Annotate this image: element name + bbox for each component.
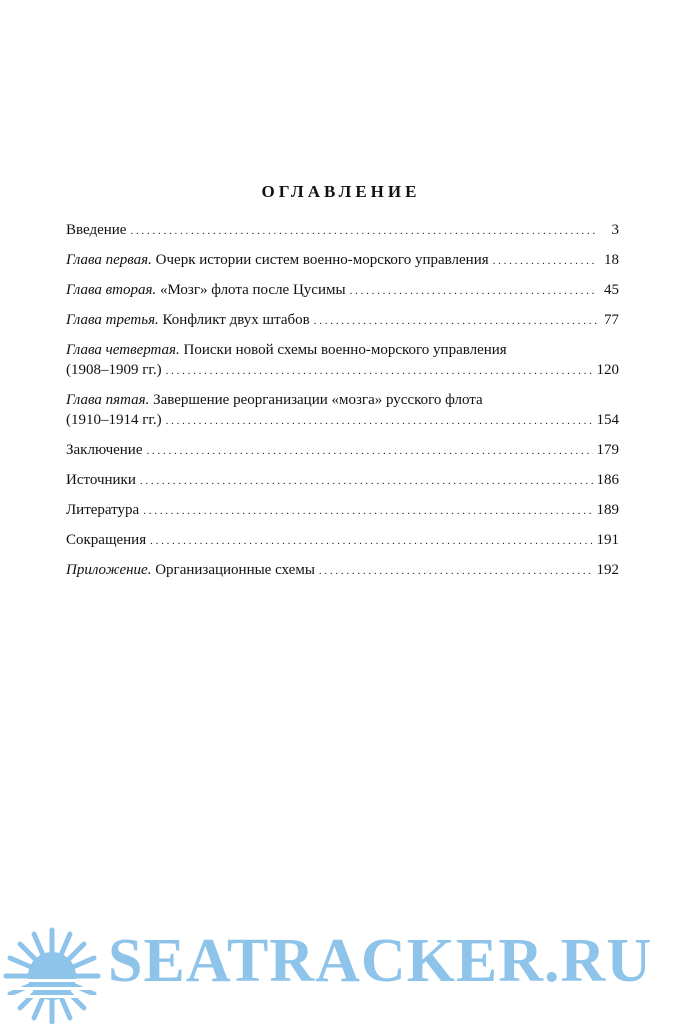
toc-entry-abbreviations[interactable] — [66, 530, 619, 551]
sun-icon — [0, 930, 104, 1022]
toc-page-number: 179 — [596, 442, 619, 458]
leader-dots — [143, 500, 592, 521]
toc-entry-text: Очерк истории систем военно-морского управления — [155, 252, 489, 268]
leader-dots — [147, 440, 593, 461]
page-title: ОГЛАВЛЕНИЕ — [261, 182, 421, 201]
toc-entry-text: Завершение реорганизации «мозга» русского флота — [153, 392, 483, 408]
toc-entry-text-cont: (1910–1914 гг.) — [66, 412, 162, 428]
leader-dots — [166, 410, 593, 431]
leader-dots — [350, 280, 597, 301]
toc-entry-text: Введение — [66, 222, 127, 238]
leader-dots — [140, 470, 593, 491]
toc-entry-text: «Мозг» флота после Цусимы — [159, 282, 346, 298]
leader-dots — [493, 250, 597, 271]
toc-entry-chapter-2[interactable] — [66, 280, 619, 301]
leader-dots — [150, 530, 592, 551]
toc-entry-appendix[interactable] — [66, 560, 619, 581]
toc-page-number: 192 — [596, 562, 619, 578]
toc-page-number: 191 — [596, 532, 619, 548]
toc-entry-chapter-3[interactable] — [66, 310, 619, 331]
toc-entry-label: Приложение. — [66, 562, 152, 578]
toc-entry-literature[interactable] — [66, 500, 619, 521]
leader-dots — [130, 220, 597, 241]
toc-entry-text: Поиски новой схемы военно-морского управления — [183, 342, 507, 358]
toc-entry-introduction[interactable] — [66, 220, 619, 241]
toc-entry-chapter-5[interactable] — [66, 390, 619, 431]
table-of-contents — [66, 220, 619, 590]
toc-page-number: 77 — [604, 312, 619, 328]
toc-page-number: 3 — [611, 222, 619, 238]
toc-entry-text-cont: (1908–1909 гг.) — [66, 362, 162, 378]
leader-dots — [314, 310, 597, 331]
leader-dots — [319, 560, 593, 581]
toc-entry-chapter-1[interactable] — [66, 250, 619, 271]
toc-page-number: 154 — [596, 412, 619, 428]
watermark-text: SEATRACKER.RU — [108, 927, 653, 995]
toc-entry-text: Заключение — [66, 442, 143, 458]
toc-page-number: 120 — [596, 362, 619, 378]
toc-entry-text: Организационные схемы — [155, 562, 315, 578]
toc-entry-text: Литература — [66, 502, 140, 518]
toc-entry-label: Глава четвертая. — [66, 342, 180, 358]
toc-entry-label: Глава пятая. — [66, 392, 150, 408]
toc-entry-conclusion[interactable] — [66, 440, 619, 461]
toc-entry-label: Глава третья. — [66, 312, 159, 328]
toc-entry-chapter-4[interactable] — [66, 340, 619, 381]
toc-entry-label: Глава вторая. — [66, 282, 157, 298]
toc-page-number: 186 — [596, 472, 619, 488]
toc-page-number: 189 — [596, 502, 619, 518]
toc-entry-label: Глава первая. — [66, 252, 152, 268]
toc-page-number: 18 — [604, 252, 619, 268]
toc-entry-text: Источники — [66, 472, 136, 488]
toc-entry-text: Конфликт двух штабов — [162, 312, 310, 328]
toc-entry-sources[interactable] — [66, 470, 619, 491]
toc-entry-text: Сокращения — [66, 532, 147, 548]
toc-page-number: 45 — [604, 282, 619, 298]
leader-dots — [166, 360, 593, 381]
